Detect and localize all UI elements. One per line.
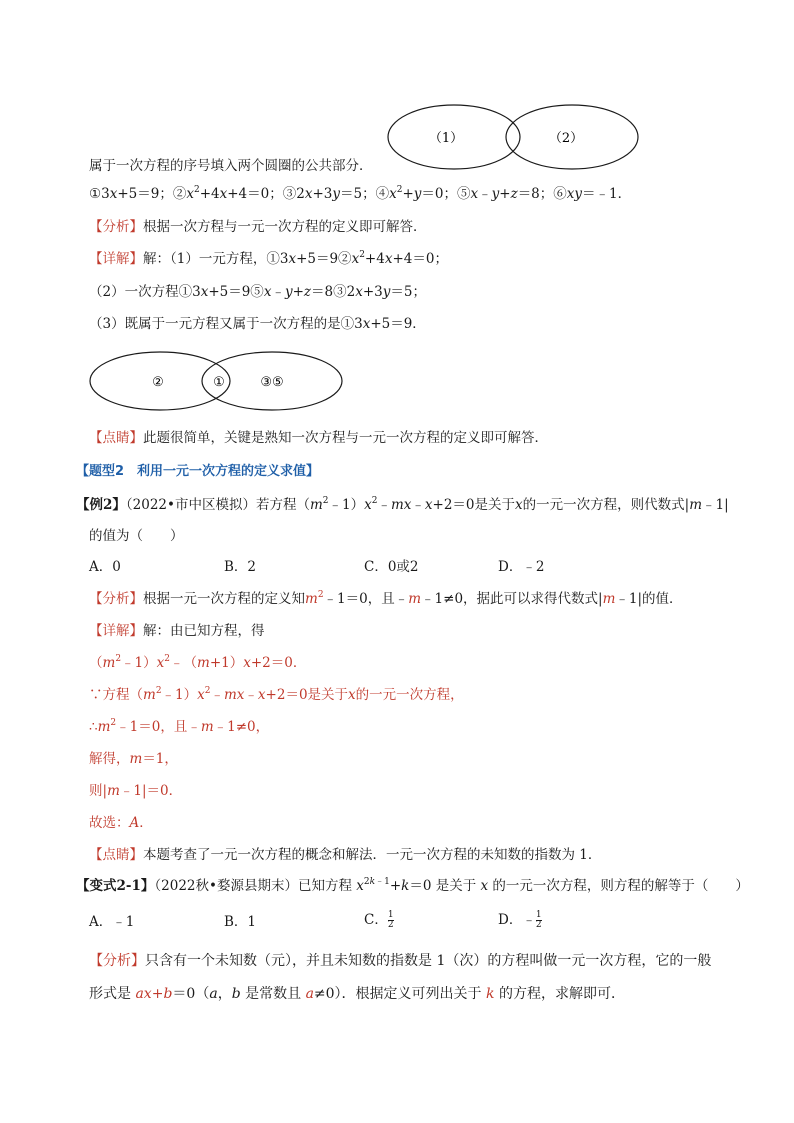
venn-answer-left: ② [152,375,164,390]
ex2-step-6: 故选：A． [89,815,153,831]
ex1-analysis: 【分析】根据一次方程与一元一次方程的定义即可解答． [89,219,427,235]
intro-line-1: 属于一次方程的序号填入两个圆圈的公共部分． [89,158,373,174]
ex2-option-a: A．0 [89,559,121,575]
var21-option-c: C． $\frac{1}{2}$ [364,910,394,930]
intro-equations: ①3x+5＝9；$②x^2+4x+4=0$；③2x+3y＝5；$④x^2+y=0$；⑤x﹣y+z＝8；⑥xy＝﹣1． [89,184,632,202]
ex2-comment: 【点睛】本题考查了一元一次方程的概念和解法．一元一次方程的未知数的指数为 1． [89,847,602,863]
var21-option-a: A．﹣1 [89,914,135,930]
ex2-question-line-2: 的值为（ ） [89,528,184,544]
var21-option-b: B．1 [224,914,257,930]
ex2-step-2: ∵方程$(m^2﹣1)x^2﹣mx﹣x+2=0$是关于x的一元一次方程， [89,685,464,703]
ex2-analysis: 【分析】根据一元一次方程的定义知$m^2﹣1=0$，且﹣m﹣1≠0，据此可以求得代数式|m﹣1|的值． [89,589,683,607]
ex2-option-c: C．0或2 [364,559,419,575]
ex2-question-line-1: 【例2】（2022•市中区模拟）若方程$(m^2﹣1)x^2﹣mx﹣x+2=0$是关于x的一元一次方程，则代数式|m﹣1| [76,495,729,513]
ex2-option-d: D．﹣2 [498,559,545,575]
ex1-detail-3: （3）既属于一元方程又属于一次方程的是①3x+5＝9． [89,316,426,332]
fraction-half: $\frac{1}{2}$ [387,910,394,930]
ex1-detail-2: （2）一次方程①3x+5＝9⑤x﹣y+z＝8③2x+3y＝5； [89,284,426,300]
var21-option-d: D．﹣ $\frac{1}{2}$ [498,910,542,930]
ex2-detail: 【详解】解：由已知方程，得 [89,623,265,639]
venn-diagram-answer [88,350,348,416]
venn-label-1: （1） [428,131,464,146]
venn-answer-mid: ① [213,375,225,390]
ex1-detail-1: 【详解】解：（1）一元方程，$①3x+5=9②x^2+4x+4=0$； [89,249,448,267]
ex2-option-b: B．2 [224,559,257,575]
venn-diagram-top [384,102,644,172]
ex2-step-1: $(m^2﹣1)x^2﹣(m+1)x+2=0$． [89,653,307,671]
ex2-step-3: $\therefore m^2﹣1=0$，且﹣m﹣1≠0， [89,717,270,735]
var21-analysis-line-2: 形式是 ax+b＝0（a，b 是常数且 a≠0）．根据定义可列出关于 k 的方程，求解即可． [89,986,625,1002]
ex2-step-4: 解得，m＝1， [89,751,178,767]
venn-label-2: （2） [548,131,584,146]
venn-answer-right: ③⑤ [260,375,284,390]
type2-heading: 【题型2 利用一元一次方程的定义求值】 [76,464,320,479]
var21-question: 【变式2-1】（2022秋•婺源县期末）已知方程 $x^{2k﹣1}+k=0$ 是关于 x 的一元一次方程，则方程的解等于（ ） [76,876,749,894]
ex1-comment: 【点睛】此题很简单，关键是熟知一次方程与一元一次方程的定义即可解答． [89,430,548,446]
fraction-half-negative: $\frac{1}{2}$ [535,910,542,930]
ex2-step-5: 则|m﹣1|＝0． [89,783,183,799]
var21-analysis-line-1: 【分析】只含有一个未知数（元），并且未知数的指数是 1（次）的方程叫做一元一次方程，它的一般 [89,953,712,969]
